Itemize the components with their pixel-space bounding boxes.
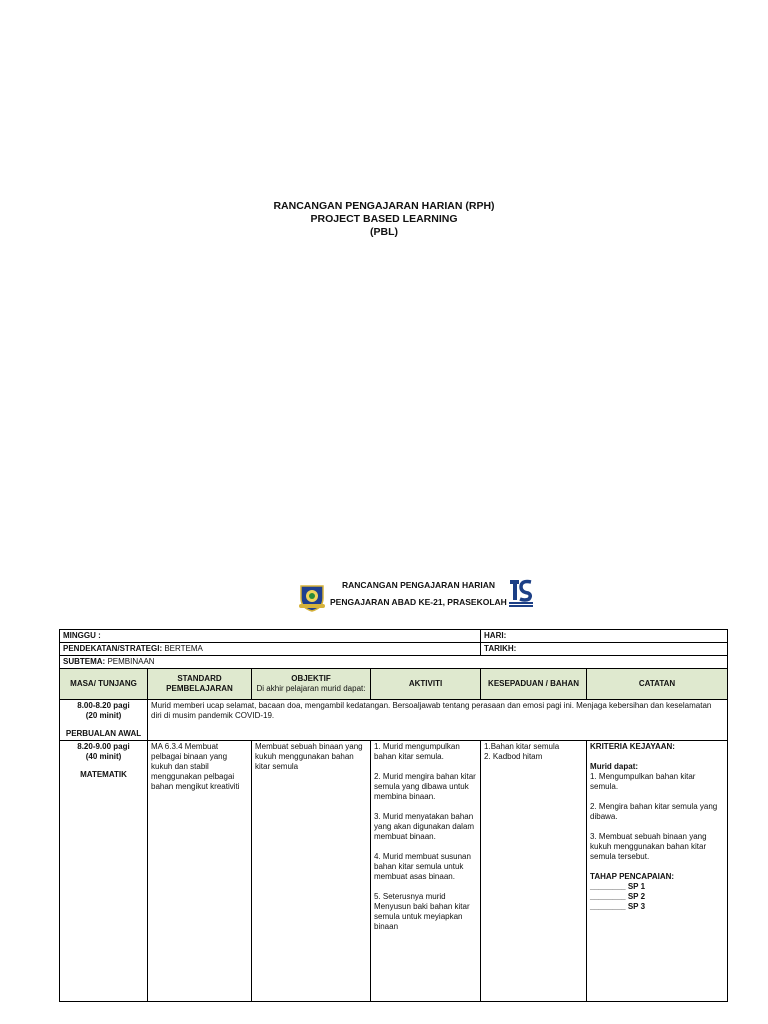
list-item: 2. Murid mengira bahan kitar semula yang dibawa untuk membina binaan. bbox=[374, 772, 476, 801]
tahap-heading: TAHAP PENCAPAIAN: bbox=[590, 872, 675, 881]
row1-duration: (20 minit) bbox=[85, 711, 122, 720]
row2-objektif: Membuat sebuah binaan yang kukuh menggunakan bahan kitar semula bbox=[252, 741, 371, 1002]
kriteria-heading: KRITERIA KEJAYAAN: bbox=[590, 742, 675, 751]
list-item: 2. Mengira bahan kitar semula yang dibawa. bbox=[590, 802, 718, 821]
row2-duration: (40 minit) bbox=[85, 752, 122, 761]
lesson-plan-table bbox=[59, 629, 728, 1002]
table-header-row bbox=[60, 669, 728, 700]
row2-catatan-cell bbox=[587, 741, 728, 1002]
rph-banner bbox=[0, 578, 768, 612]
table-row bbox=[60, 700, 728, 741]
banner-line-2: PENGAJARAN ABAD KE-21, PRASEKOLAH bbox=[330, 597, 507, 607]
tarikh-cell bbox=[481, 643, 728, 656]
row1-time: 8.00-8.20 pagi bbox=[77, 701, 130, 710]
subtema-cell bbox=[60, 656, 728, 669]
table-row bbox=[60, 741, 728, 1002]
header-objektif bbox=[252, 669, 371, 700]
row1-subject: PERBUALAN AWAL bbox=[65, 729, 142, 738]
list-item: 1. Murid mengumpulkan bahan kitar semula. bbox=[374, 742, 460, 761]
minggu-label: MINGGU : bbox=[63, 631, 101, 640]
row2-time: 8.20-9.00 pagi bbox=[77, 742, 130, 751]
title-line-3: (PBL) bbox=[370, 226, 398, 238]
tarikh-label: TARIKH: bbox=[484, 644, 517, 653]
pendekatan-value: BERTEMA bbox=[164, 644, 203, 653]
pendekatan-cell bbox=[60, 643, 481, 656]
info-row-pendekatan bbox=[60, 643, 728, 656]
list-item: 3. Murid menyatakan bahan yang akan digunakan dalam membuat binaan. bbox=[374, 812, 475, 841]
subtema-value: PEMBINAAN bbox=[107, 657, 155, 666]
row1-text: Murid memberi ucap selamat, bacaan doa, mengambil kedatangan. Bersoaljawab tentang perasaan dan emosi pagi ini. Menjaga kebersihan dan keselamatan diri di musim pandemik COVID-19. bbox=[148, 700, 728, 741]
banner-line-1: RANCANGAN PENGAJARAN HARIAN bbox=[342, 580, 496, 590]
subtema-label: SUBTEMA: bbox=[63, 657, 106, 666]
list-item: 1. Mengumpulkan bahan kitar semula. bbox=[590, 772, 696, 791]
document-title bbox=[0, 200, 768, 239]
row2-bahan-cell bbox=[481, 741, 587, 1002]
hari-label: HARI: bbox=[484, 631, 507, 640]
row2-standard: MA 6.3.4 Membuat pelbagai binaan yang kukuh dan stabil menggunakan pelbagai bahan mengikut kreativiti bbox=[148, 741, 252, 1002]
murid-dapat-label: Murid dapat: bbox=[590, 762, 639, 771]
sp-line: ________ SP 1 bbox=[590, 882, 646, 891]
list-item: 4. Murid membuat susunan bahan kitar semula untuk membuat asas binaan. bbox=[374, 852, 471, 881]
list-item: 2. Kadbod hitam bbox=[484, 752, 543, 761]
info-row-minggu bbox=[60, 630, 728, 643]
sp-line: ________ SP 2 bbox=[590, 892, 646, 901]
hari-cell bbox=[481, 630, 728, 643]
header-standard: STANDARD PEMBELAJARAN bbox=[148, 669, 252, 700]
list-item: 3. Membuat sebuah binaan yang kukuh menggunakan bahan kitar semula tersebut. bbox=[590, 832, 707, 861]
info-row-subtema bbox=[60, 656, 728, 669]
header-aktiviti: AKTIVITI bbox=[371, 669, 481, 700]
row2-subject: MATEMATIK bbox=[80, 770, 127, 779]
ts25-logo bbox=[507, 578, 535, 608]
header-masa: MASA/ TUNJANG bbox=[60, 669, 148, 700]
header-catatan: CATATAN bbox=[587, 669, 728, 700]
row2-masa-cell bbox=[60, 741, 148, 1002]
list-item: 1.Bahan kitar semula bbox=[484, 742, 560, 751]
row2-aktiviti-cell bbox=[371, 741, 481, 1002]
list-item: 5. Seterusnya murid Menyusun baki bahan kitar semula untuk meyiapkan binaan bbox=[374, 892, 470, 931]
title-line-2: PROJECT BASED LEARNING bbox=[310, 213, 458, 225]
school-crest-logo bbox=[298, 582, 326, 612]
sp-line: ________ SP 3 bbox=[590, 902, 646, 911]
header-objektif-title: OBJEKTIF bbox=[291, 674, 331, 683]
pendekatan-label: PENDEKATAN/STRATEGI: bbox=[63, 644, 163, 653]
header-kesepaduan: KESEPADUAN / BAHAN bbox=[481, 669, 587, 700]
minggu-cell bbox=[60, 630, 481, 643]
header-objektif-sub: Di akhir pelajaran murid dapat: bbox=[256, 684, 366, 693]
title-line-1: RANCANGAN PENGAJARAN HARIAN (RPH) bbox=[273, 200, 495, 212]
row1-masa-cell bbox=[60, 700, 148, 741]
